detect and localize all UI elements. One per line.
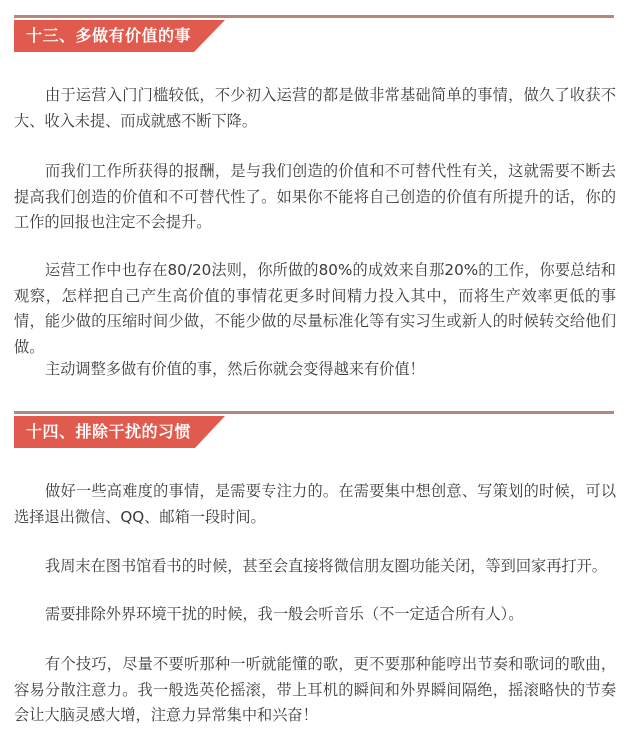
section-title-banner [14,20,225,52]
paragraph: 做好一些高难度的事情，是需要专注力的。在需要集中想创意、写策划的时候，可以选择退出微信、QQ、邮箱一段时间。 [14,482,616,526]
paragraph: 需要排除外界环境干扰的时候，我一般会听音乐（不一定适合所有人）。 [45,605,524,623]
section-divider [14,15,614,18]
paragraph: 由于运营入门门槛较低，不少初入运营的都是做非常基础简单的事情，做久了收获不大、收入未提、而成就感不断下降。 [14,86,616,130]
section-divider [14,411,614,414]
paragraph: 主动调整多做有价值的事，然后你就会变得越来有价值！ [45,360,425,378]
section-title-banner [14,416,225,448]
section-title: 十四、排除干扰的习惯 [26,422,192,441]
paragraph: 运营工作中也存在80/20法则，你所做的80%的成效来自那20%的工作，你要总结和观察，怎样把自己产生高价值的事情花更多时间精力投入其中，而将生产效率更低的事情，能少做的压缩时间少做，不能少做的尽量标准化等有实习生或新人的时候转交给他们做。 [14,261,616,356]
paragraph: 而我们工作所获得的报酬，是与我们创造的价值和不可替代性有关，这就需要不断去提高我们创造的价值和不可替代性了。如果你不能将自己创造的价值有所提升的话，你的工作的回报也注定不会提升。 [14,162,616,231]
paragraph: 有个技巧，尽量不要听那种一听就能懂的歌，更不要那种能哼出节奏和歌词的歌曲，容易分散注意力。我一般选英伦摇滚，带上耳机的瞬间和外界瞬间隔绝，摇滚略快的节奏会让大脑灵感大增，注意力异常集中和兴奋！ [14,655,616,724]
section-title: 十三、多做有价值的事 [26,26,192,45]
paragraph: 我周末在图书馆看书的时候，甚至会直接将微信朋友圈功能关闭，等到回家再打开。 [45,557,607,575]
